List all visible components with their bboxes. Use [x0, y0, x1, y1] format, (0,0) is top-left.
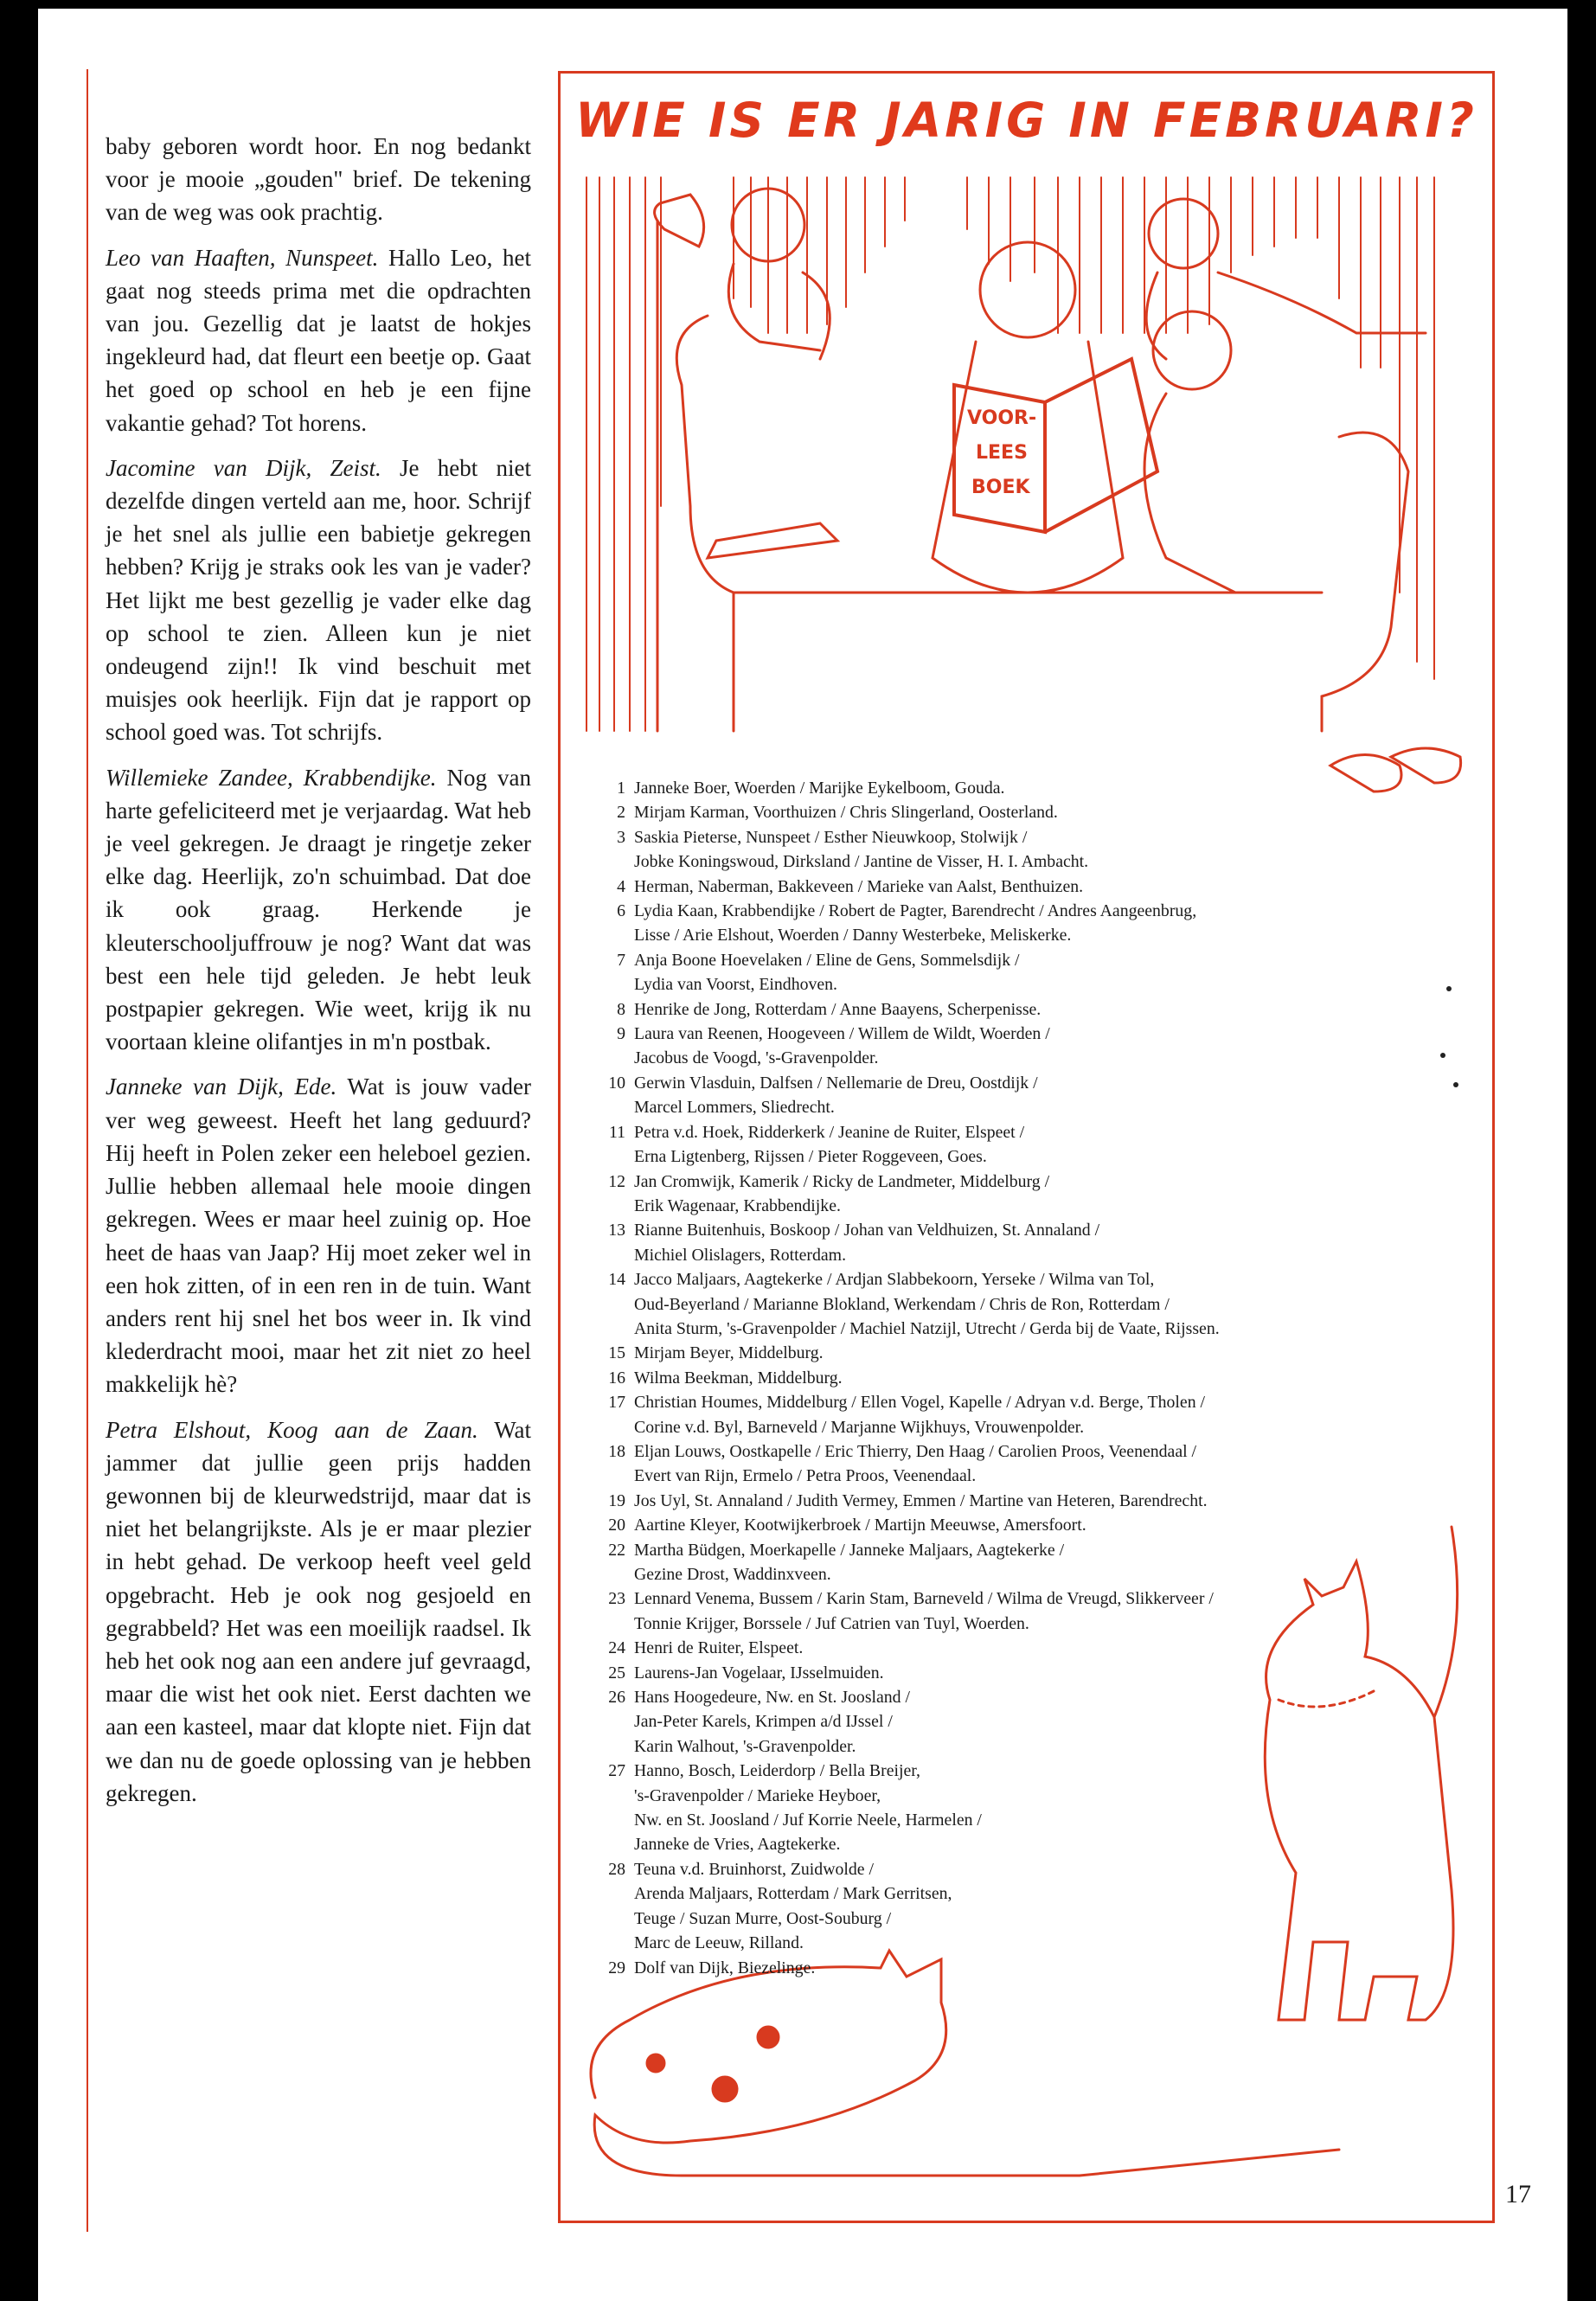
page-number: 17	[1505, 2180, 1531, 2208]
dot	[1440, 1053, 1445, 1058]
birthday-list	[586, 776, 1485, 1980]
letter-text: Wat is jouw vader ver weg geweest. Heeft het lang geduurd? Hij heeft in Polen zeker een heleboel gezien. Jullie hebben allemaal hele mooie dingen gekregen. Wees er maar heel zuinig op. Hoe heet de haas van Jaap? Hij moet zeker wel in een hok zitten, of in een ren in de tuin. Want anders rent hij snel het bos weer in. Ik vind klederdracht mooi, maar het zit niet zo heel makkelijk hè?	[106, 1074, 531, 1398]
letter-text: Nog van harte gefeliciteerd met je verjaardag. Wat heb je veel gekregen. Je draagt je ringetje zeker elke dag. Heerlijk, zo'n schuimbad. Dat doe ik ook graag. Herkende je kleuterschooljuffrouw je nog? Want dat was best een hele tijd geleden. Je hebt leuk postpapier gekregen. Wie weet, krijg ik nu voortaan kleine olifantjes in m'n postbak.	[106, 764, 531, 1055]
birthday-names: Henrike de Jong, Rotterdam / Anne Baayens, Scherpenisse.	[634, 999, 1042, 1019]
lying-cat	[591, 1951, 1339, 2176]
birthday-day: 3	[617, 827, 625, 847]
boy-head-right	[1149, 199, 1218, 268]
birthday-day: 22	[608, 1540, 625, 1560]
letter-paragraph	[106, 130, 531, 229]
right-black-edge	[1567, 0, 1596, 2301]
book-text-line-1: VOOR-	[967, 407, 1037, 429]
letter-text: Je hebt niet dezelfde dingen verteld aan me, hoor. Schrijf je het snel als jullie een babietje gekregen hebben? Krijg je straks ook les van je vader? Het lijkt me best gezellig je vader elke dag op school te zien. Alleen kun je niet ondeugend zijn!! Ik vind beschuit met muisjes ook heerlijk. Fijn dat je rapport op school goed was. Tot schrijfs.	[106, 454, 531, 746]
birthday-day: 6	[617, 901, 625, 921]
birthday-day: 4	[617, 876, 625, 896]
birthday-day: 26	[608, 1688, 625, 1708]
birthday-entry	[586, 948, 1485, 997]
letters-column	[106, 130, 531, 1822]
birthday-entry	[586, 1538, 1485, 1587]
book-text-line-2: LEES	[976, 442, 1028, 464]
top-black-edge	[0, 0, 1596, 9]
birthday-entry	[586, 1636, 1485, 1660]
birthday-names: Hanno, Bosch, Leiderdorp / Bella Breijer, 's-Gravenpolder / Marieke Heyboer, Nw. en St. Joosland / Juf Korrie Neele, Harmelen / Janneke de Vries, Aagtekerke.	[634, 1761, 982, 1855]
birthday-day: 7	[617, 950, 625, 970]
birthday-day: 19	[608, 1490, 625, 1510]
birthday-names: Mirjam Karman, Voorthuizen / Chris Slingerland, Oosterland.	[634, 803, 1058, 823]
birthday-entry	[586, 1857, 1485, 1956]
birthday-day: 29	[608, 1958, 625, 1977]
dot	[1446, 986, 1452, 991]
birthday-names: Teuna v.d. Bruinhorst, Zuidwolde / Arenda Maljaars, Rotterdam / Mark Gerritsen, Teuge / Suzan Murre, Oost-Souburg / Marc de Leeuw, Rilland.	[634, 1859, 952, 1953]
birthday-entry	[586, 1759, 1485, 1857]
birthday-entry	[586, 1489, 1485, 1513]
letter-paragraph	[106, 1413, 531, 1810]
birthday-names: Rianne Buitenhuis, Boskoop / Johan van Veldhuizen, St. Annaland / Michiel Olislagers, Rotterdam.	[634, 1221, 1100, 1265]
letter-text: baby geboren wordt hoor. En nog bedankt voor je mooie „gouden" brief. De tekening van de weg was ook prachtig.	[106, 133, 531, 226]
birthday-names: Laura van Reenen, Hoogeveen / Willem de Wildt, Woerden / Jacobus de Voogd, 's-Gravenpolder.	[634, 1024, 1050, 1068]
birthday-entry	[586, 1022, 1485, 1071]
birthday-entry	[586, 1170, 1485, 1219]
birthday-names: Gerwin Vlasduin, Dalfsen / Nellemarie de Dreu, Oostdijk / Marcel Lommers, Sliedrecht.	[634, 1073, 1038, 1118]
letter-paragraph	[106, 1070, 531, 1400]
birthday-names: Jos Uyl, St. Annaland / Judith Vermey, Emmen / Martine van Heteren, Barendrecht.	[634, 1490, 1208, 1510]
birthday-entry	[586, 1956, 1485, 1980]
birthday-day: 28	[608, 1859, 625, 1879]
birthday-entry	[586, 1685, 1485, 1759]
birthday-entry	[586, 1267, 1485, 1341]
birthday-names: Herman, Naberman, Bakkeveen / Marieke van Aalst, Benthuizen.	[634, 876, 1084, 896]
birthday-entry	[586, 776, 1485, 800]
letter-recipient: Willemieke Zandee, Krabbendijke.	[106, 764, 437, 791]
birthday-entry	[586, 1661, 1485, 1685]
birthday-names: Laurens-Jan Vogelaar, IJsselmuiden.	[634, 1663, 884, 1682]
birthday-entry	[586, 1071, 1485, 1120]
birthday-entry	[586, 1513, 1485, 1537]
letter-text: Wat jammer dat jullie geen prijs hadden gewonnen bij de kleurwedstrijd, maar dat is niet het belangrijkste. Als je er maar plezier in hebt gehad. De verkoop heeft veel geld opgebracht. Heb je ook nog gesjoeld en gegrabbeld? Het was een moeilijk raadsel. Ik heb het ook nog aan een andere juf gevraagd, maar die wist het ook niet. Eerst dachten we aan een kasteel, maar dat klopte niet. Fijn dat we dan nu de goede oplossing van je hebben gekregen.	[106, 1416, 532, 1806]
birthday-names: Aartine Kleyer, Kootwijkerbroek / Martijn Meeuwse, Amersfoort.	[634, 1516, 1086, 1535]
birthday-day: 23	[608, 1589, 625, 1609]
birthday-names: Anja Boone Hoevelaken / Eline de Gens, Sommelsdijk / Lydia van Voorst, Eindhoven.	[634, 950, 1020, 995]
birthday-box	[558, 71, 1495, 2223]
floor-lamp	[655, 195, 704, 731]
book-text-line-3: BOEK	[971, 477, 1030, 498]
birthday-names: Lennard Venema, Bussem / Karin Stam, Barneveld / Wilma de Vreugd, Slikkerveer / Tonnie Krijger, Borssele / Juf Catrien van Tuyl, Woerden.	[634, 1589, 1214, 1633]
birthday-names: Christian Houmes, Middelburg / Ellen Vogel, Kapelle / Adryan v.d. Berge, Tholen / Corine v.d. Byl, Barneveld / Marjanne Wijkhuys, Vrouwenpolder.	[634, 1393, 1206, 1437]
birthday-entry	[586, 1390, 1485, 1439]
letter-recipient: Petra Elshout, Koog aan de Zaan.	[106, 1416, 478, 1443]
birthday-day: 10	[608, 1073, 625, 1093]
box-title: WIE IS ER JARIG IN FEBRUARI?	[575, 93, 1477, 148]
birthday-day: 2	[617, 803, 625, 823]
birthday-day: 20	[608, 1516, 625, 1535]
birthday-entry	[586, 825, 1485, 875]
birthday-day: 14	[608, 1270, 625, 1290]
birthday-entry	[586, 1218, 1485, 1267]
small-girl-head	[1153, 311, 1231, 389]
birthday-names: Jacco Maljaars, Aagtekerke / Ardjan Slabbekoorn, Yerseke / Wilma van Tol, Oud-Beyerland / Marianne Blokland, Werkendam / Chris de Ron, Rotterdam / Anita Sturm, 's-Gravenpolder / Machiel Natzijl, Utrecht / Gerda bij de Vaate, Rijssen.	[634, 1270, 1220, 1338]
birthday-day: 16	[608, 1368, 625, 1388]
birthday-names: Mirjam Beyer, Middelburg.	[634, 1343, 824, 1363]
birthday-entry	[586, 1341, 1485, 1365]
birthday-day: 18	[608, 1441, 625, 1461]
birthday-entry	[586, 899, 1485, 948]
letter-recipient: Leo van Haaften, Nunspeet.	[106, 244, 379, 271]
birthday-day: 11	[608, 1122, 625, 1142]
birthday-entry	[586, 1439, 1485, 1489]
birthday-entry	[586, 1120, 1485, 1170]
letter-paragraph	[106, 761, 531, 1059]
birthday-names: Lydia Kaan, Krabbendijke / Robert de Pagter, Barendrecht / Andres Aangeenbrug, Lisse / Arie Elshout, Woerden / Danny Westerbeke, Meliskerke.	[634, 901, 1197, 945]
birthday-entry	[586, 1586, 1485, 1636]
birthday-day: 25	[608, 1663, 625, 1682]
birthday-entry	[586, 1366, 1485, 1390]
birthday-names: Wilma Beekman, Middelburg.	[634, 1368, 843, 1388]
birthday-names: Henri de Ruiter, Elspeet.	[634, 1638, 804, 1658]
birthday-day: 8	[617, 999, 625, 1019]
left-black-edge	[0, 0, 38, 2301]
armchair	[676, 316, 1408, 731]
birthday-entry	[586, 875, 1485, 899]
birthday-entry	[586, 997, 1485, 1022]
birthday-day: 24	[608, 1638, 625, 1658]
birthday-names: Saskia Pieterse, Nunspeet / Esther Nieuwkoop, Stolwijk / Jobke Koningswoud, Dirksland / Jantine de Visser, H. I. Ambacht.	[634, 827, 1089, 872]
birthday-names: Dolf van Dijk, Biezelinge.	[634, 1958, 816, 1977]
left-margin-rule	[87, 69, 88, 2232]
girl-head-center	[980, 242, 1075, 337]
birthday-day: 1	[617, 779, 625, 798]
birthday-day: 17	[608, 1393, 625, 1413]
birthday-names: Petra v.d. Hoek, Ridderkerk / Jeanine de Ruiter, Elspeet / Erna Ligtenberg, Rijssen / Pieter Roggeveen, Goes.	[634, 1122, 1025, 1167]
birthday-names: Janneke Boer, Woerden / Marijke Eykelboom, Gouda.	[634, 779, 1005, 798]
dot	[1453, 1082, 1458, 1087]
birthday-names: Martha Büdgen, Moerkapelle / Janneke Maljaars, Aagtekerke / Gezine Drost, Waddinxveen.	[634, 1540, 1065, 1584]
birthday-day: 15	[608, 1343, 625, 1363]
birthday-day: 27	[608, 1761, 625, 1781]
birthday-entry	[586, 800, 1485, 824]
birthday-names: Eljan Louws, Oostkapelle / Eric Thierry, Den Haag / Carolien Proos, Veenendaal / Evert van Rijn, Ermelo / Petra Proos, Veenendaal.	[634, 1441, 1197, 1486]
letter-text: Hallo Leo, het gaat nog steeds prima met die opdrachten van jou. Gezellig dat je laatst de hokjes ingekleurd had, dat fleurt een beetje op. Gaat het goed op school en heb je een fijne vakantie gehad? Tot horens.	[106, 244, 531, 436]
letter-paragraph	[106, 241, 531, 439]
birthday-day: 13	[608, 1221, 625, 1240]
birthday-day: 9	[617, 1024, 625, 1044]
letter-recipient: Jacomine van Dijk, Zeist.	[106, 454, 381, 481]
birthday-names: Jan Cromwijk, Kamerik / Ricky de Landmeter, Middelburg / Erik Wagenaar, Krabbendijke.	[634, 1171, 1050, 1215]
birthday-day: 12	[608, 1171, 625, 1191]
letter-recipient: Janneke van Dijk, Ede.	[106, 1074, 337, 1100]
letter-paragraph	[106, 452, 531, 749]
birthday-names: Hans Hoogedeure, Nw. en St. Joosland / Jan-Peter Karels, Krimpen a/d IJssel / Karin Walhout, 's-Gravenpolder.	[634, 1688, 911, 1756]
